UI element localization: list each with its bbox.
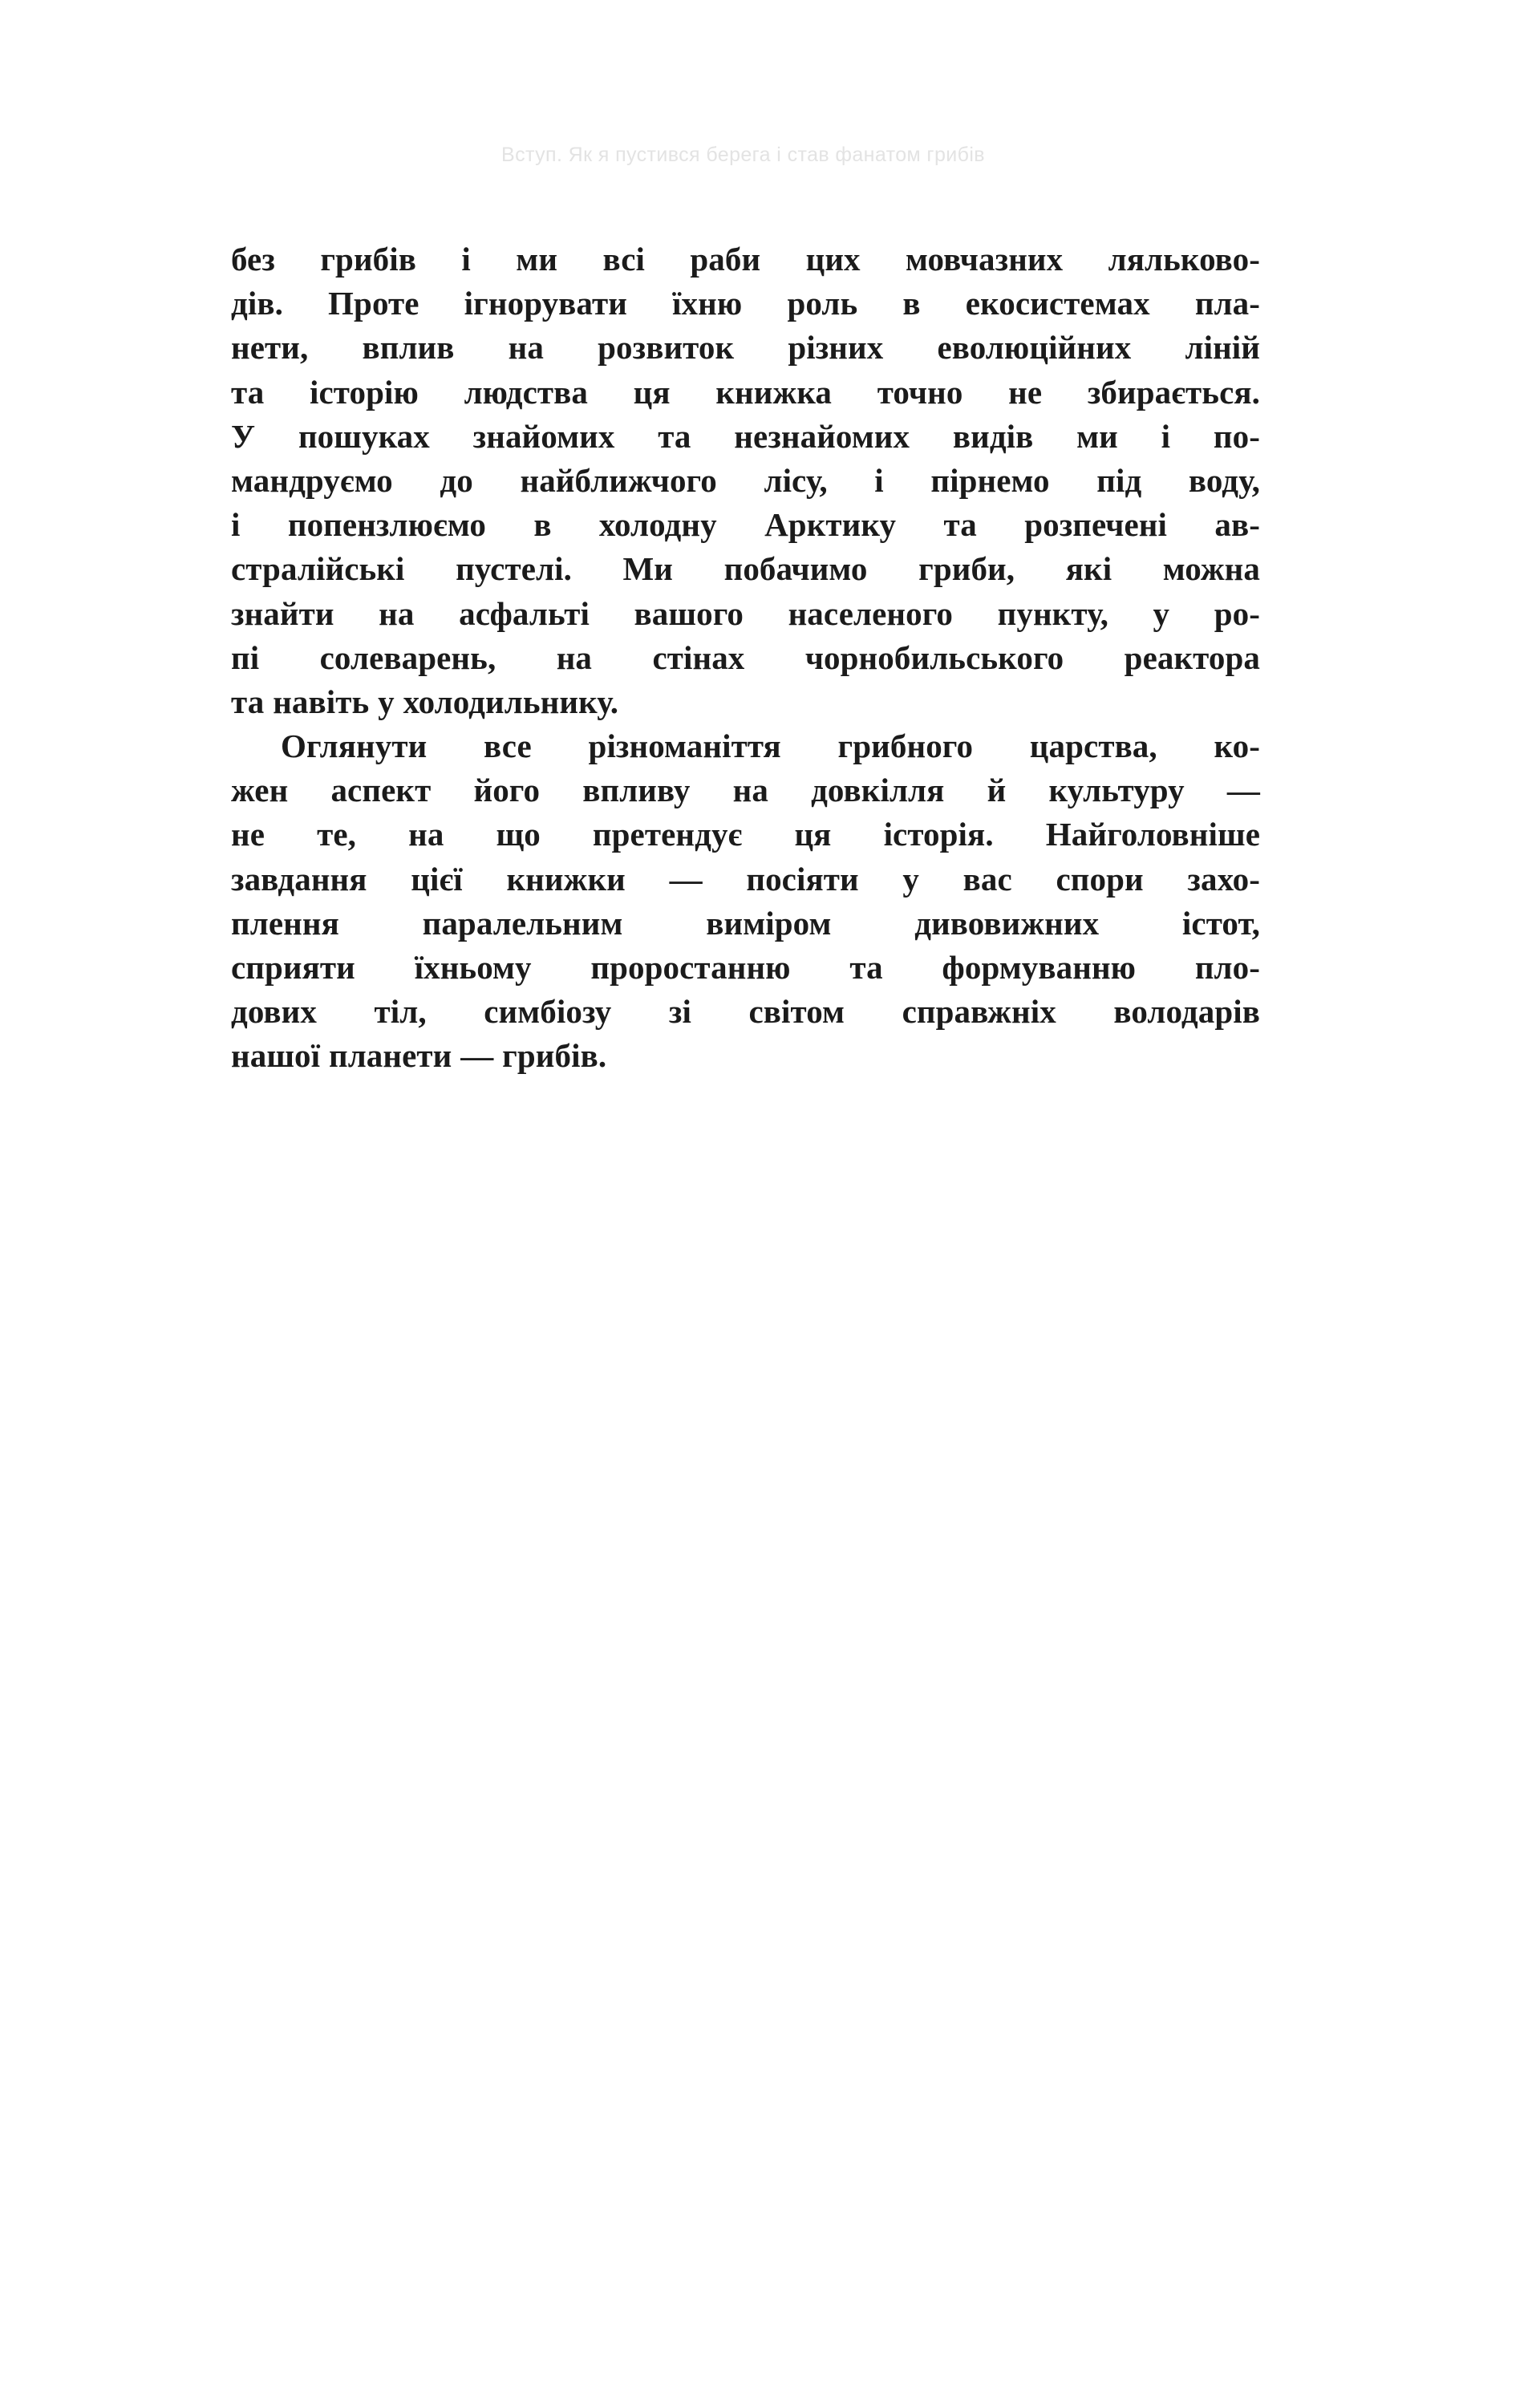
text-line: Оглянути все різноманіття грибного царства, ко- [281,727,1260,765]
running-head: Вступ. Як я пустився берега і став фанатом грибів [501,144,985,166]
text-line: та навіть у холодильнику. [231,683,619,720]
text-line: плення паралельним виміром дивовижних істот, [231,904,1260,942]
text-line: і попензлюємо в холодну Арктику та розпечені ав- [231,506,1260,544]
text-line: жен аспект його впливу на довкілля й культуру — [231,772,1260,809]
text-line: нашої планети — грибів. [231,1037,607,1075]
text-line: мандруємо до найближчого лісу, і пірнемо під воду, [231,461,1260,499]
text-line: не те, на що претендує ця історія. Найголовніше [231,816,1260,853]
paragraph-1 [231,237,1260,724]
text-line: стралійські пустелі. Ми побачимо гриби, які можна [231,550,1260,588]
text-line: пі солеварень, на стінах чорнобильського реактора [231,638,1260,676]
text-line: завдання цієї книжки — посіяти у вас спори захо- [231,860,1260,898]
text-line: та історію людства ця книжка точно не збирається. [231,373,1260,411]
text-line: без грибів і ми всі раби цих мовчазних ляльково- [231,241,1260,278]
text-line: сприяти їхньому проростанню та формуванню пло- [231,949,1260,986]
paragraph-2 [231,724,1260,1079]
text-line: дів. Проте ігнорувати їхню роль в екосистемах пла- [231,285,1260,322]
text-line: У пошуках знайомих та незнайомих видів ми і по- [231,417,1260,455]
text-line: дових тіл, симбіозу зі світом справжніх володарів [231,993,1260,1031]
text-line: знайти на асфальті вашого населеного пункту, у ро- [231,594,1260,632]
body-text-block [231,237,1260,1079]
text-line: нети, вплив на розвиток різних еволюційних ліній [231,329,1260,367]
